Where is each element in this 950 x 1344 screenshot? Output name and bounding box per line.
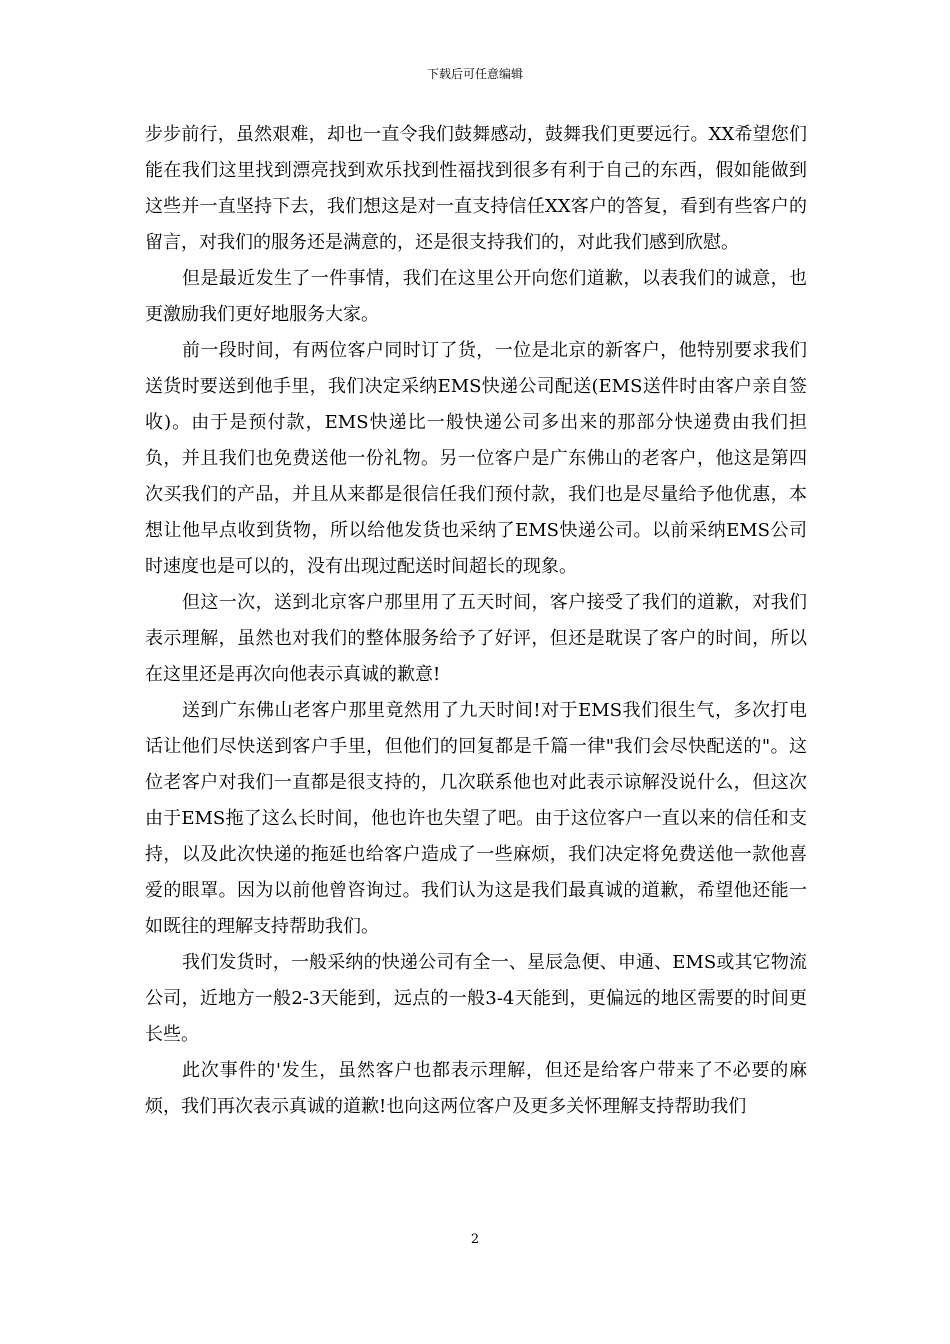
document-body	[145, 117, 807, 1125]
paragraph-2: 但是最近发生了一件事情，我们在这里公开向您们道歉，以表我们的诚意，也更激励我们更好地服务大家。	[145, 268, 807, 325]
page-header: 下载后可任意编辑	[426, 67, 523, 81]
paragraph-5: 送到广东佛山老客户那里竟然用了九天时间!对于EMS我们很生气，多次打电话让他们尽快送到客户手里，但他们的回复都是千篇一律"我们会尽快配送的"。这位老客户对我们一直都是很支持的，几次联系他也对此表示谅解没说什么，但这次由于EMS拖了这么长时间，他也许也失望了吧。由于这位客户一直以来的信任和支持，以及此次快递的拖延也给客户造成了一些麻烦，我们决定将免费送他一款他喜爱的眼罩。因为以前他曾咨询过。我们认为这是我们最真诚的道歉，希望他还能一如既往的理解支持帮助我们。	[145, 700, 807, 937]
paragraph-6: 我们发货时，一般采纳的快递公司有全一、星辰急便、申通、EMS或其它物流公司，近地方一般2-3天能到，远点的一般3-4天能到，更偏远的地区需要的时间更长些。	[145, 952, 807, 1045]
paragraph-4: 但这一次，送到北京客户那里用了五天时间，客户接受了我们的道歉，对我们表示理解，虽然也对我们的整体服务给予了好评，但还是耽误了客户的时间，所以在这里还是再次向他表示真诚的歉意!	[145, 592, 807, 685]
paragraph-3: 前一段时间，有两位客户同时订了货，一位是北京的新客户，他特别要求我们送货时要送到他手里，我们决定采纳EMS快递公司配送(EMS送件时由客户亲自签收)。由于是预付款，EMS快递比一般快递公司多出来的那部分快递费由我们担负，并且我们也免费送他一份礼物。另一位客户是广东佛山的老客户，他这是第四次买我们的产品，并且从来都是很信任我们预付款，我们也是尽量给予他优惠，本想让他早点收到货物，所以给他发货也采纳了EMS快递公司。以前采纳EMS公司时速度也是可以的，没有出现过配送时间超长的现象。	[145, 340, 807, 577]
paragraph-7: 此次事件的'发生，虽然客户也都表示理解，但还是给客户带来了不必要的麻烦，我们再次表示真诚的道歉!也向这两位客户及更多关怀理解支持帮助我们	[145, 1060, 807, 1117]
page-number: 2	[470, 1232, 480, 1247]
paragraph-1: 步步前行，虽然艰难，却也一直令我们鼓舞感动，鼓舞我们更要远行。XX希望您们能在我们这里找到漂亮找到欢乐找到性福找到很多有利于自己的东西，假如能做到这些并一直坚持下去，我们想这是对一直支持信任XX客户的答复，看到有些客户的留言，对我们的服务还是满意的，还是很支持我们的，对此我们感到欣慰。	[145, 124, 807, 253]
